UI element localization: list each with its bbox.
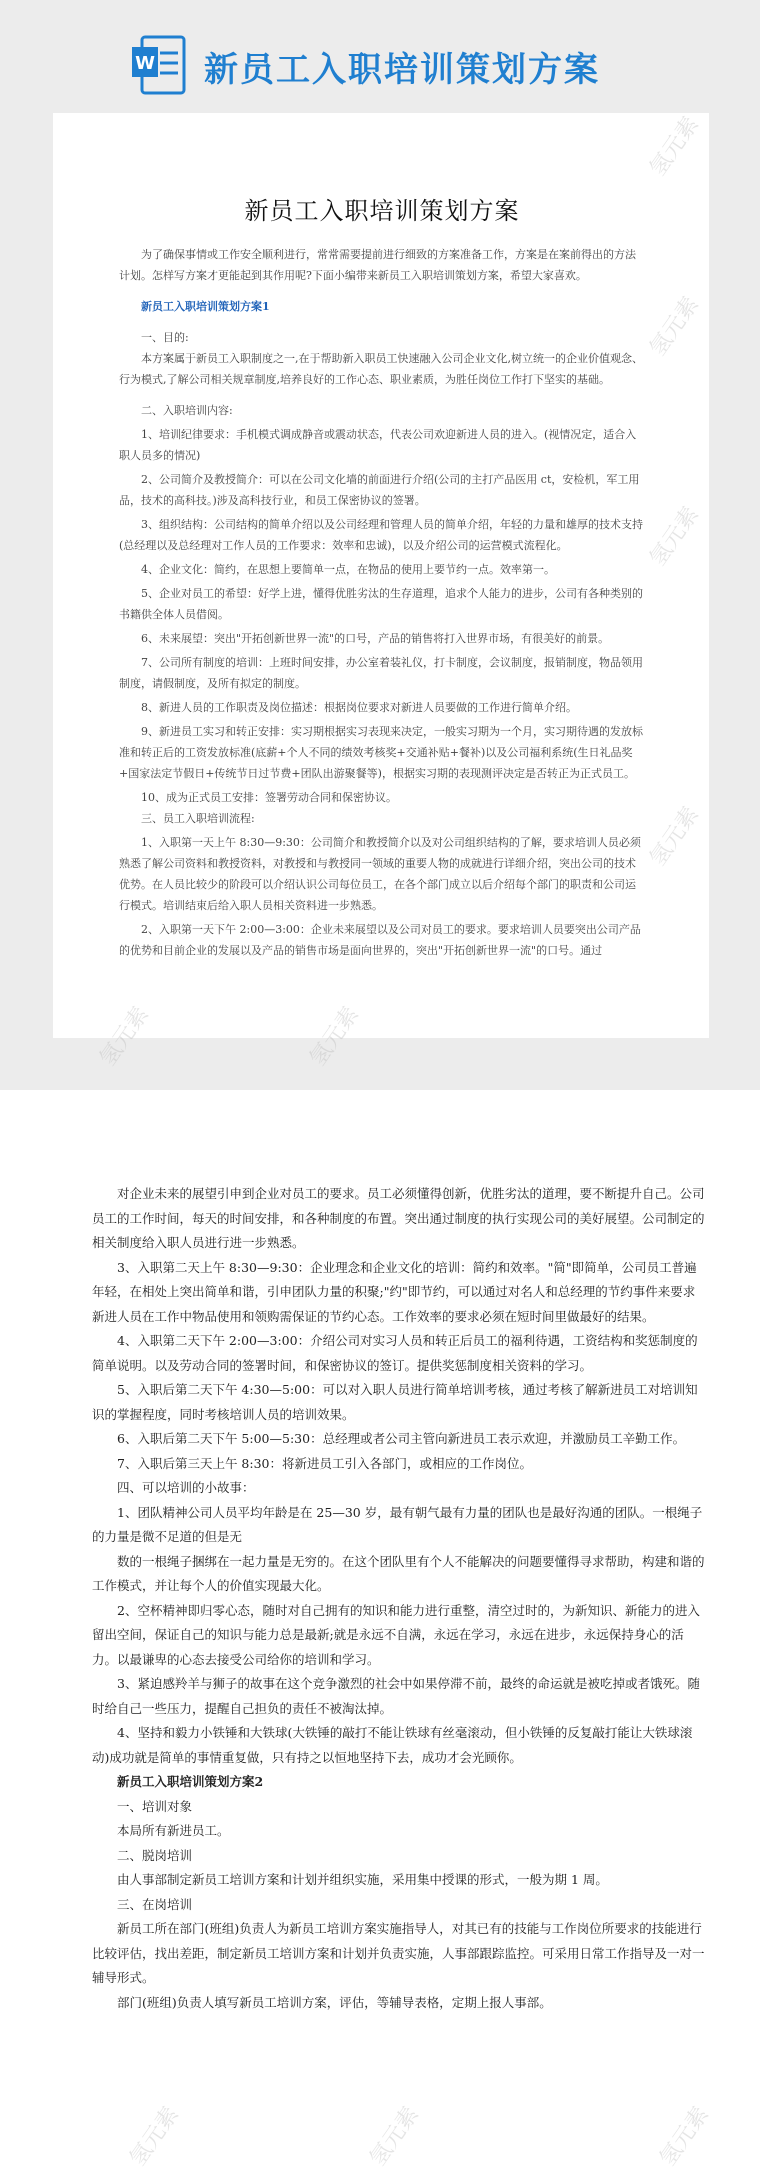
watermark: 氢元素: [645, 802, 704, 871]
paragraph: 3、入职第二天上午 8:30—9:30：企业理念和企业文化的培训：简约和效率。"简"即简单，公司员工普遍年轻，在相处上突出简单和谐，引申团队力量的积聚;"约"即节约，可以通过对名人和总经理的节约事件来要求新进人员在工作中物品使用和领购需保证的节约心态。工作效率的要求必须在短时间里做最好的结果。: [92, 1259, 697, 1324]
document-page-1: [53, 113, 709, 1038]
intro-paragraph: 为了确保事情或工作安全顺利进行，常常需要提前进行细致的方案准备工作，方案是在案前得出的方法计划。怎样写方案才更能起到其作用呢?下面小编带来新员工入职培训策划方案，希望大家喜欢。: [119, 248, 636, 282]
section-heading: 二、入职培训内容:: [141, 404, 233, 417]
list-item: 4、企业文化：简约，在思想上要简单一点，在物品的使用上要节约一点。效率第一。: [141, 563, 555, 576]
document-title: 新员工入职培训策划方案: [244, 197, 520, 225]
paragraph: 一、培训对象: [117, 1798, 193, 1814]
watermark: 氢元素: [645, 112, 704, 181]
list-item: 7、公司所有制度的培训：上班时间安排，办公室着装礼仪，打卡制度，会议制度，报销制度，物品领用制度，请假制度，及所有拟定的制度。: [119, 656, 643, 690]
watermark: 氢元素: [645, 292, 704, 361]
list-item: 5、企业对员工的希望：好学上进，懂得优胜劣汰的生存道理，追求个人能力的进步，公司有各种类别的书籍供全体人员借阅。: [119, 587, 643, 621]
watermark: 氢元素: [655, 2102, 714, 2171]
paragraph: 新员工所在部门(班组)负责人为新员工培训方案实施指导人，对其已有的技能与工作岗位所要求的技能进行比较评估，找出差距，制定新员工培训方案和计划并负责实施，人事部跟踪监控。可采用日常工作指导及一对一辅导形式。: [92, 1921, 705, 1985]
document-page-2: [0, 1090, 760, 2178]
list-item: 3、组织结构：公司结构的简单介绍以及公司经理和管理人员的简单介绍，年轻的力量和雄厚的技术支持(总经理以及总经理对工作人员的工作要求：效率和忠诚)，以及介绍公司的运营模式流程化。: [119, 518, 643, 552]
list-item: 1、培训纪律要求：手机模式调成静音或震动状态，代表公司欢迎新进人员的进入。(视情况定，适合入职人员多的情况): [119, 428, 637, 462]
paragraph: 4、入职第二天下午 2:00—3:00：介绍公司对实习人员和转正后员工的福利待遇，工资结构和奖惩制度的简单说明。以及劳动合同的签署时间，和保密协议的签订。提供奖惩制度相关资料的学习。: [92, 1333, 698, 1373]
list-item: 6、未来展望：突出"开拓创新世界一流"的口号，产品的销售将打入世界市场，有很美好的前景。: [141, 632, 610, 645]
paragraph: 1、团队精神公司人员平均年龄是在 25—30 岁，最有朝气最有力量的团队也是最好沟通的团队。一根绳子的力量是微不足道的但是无: [92, 1504, 703, 1544]
watermark: 氢元素: [305, 1002, 364, 1071]
paragraph: 3、紧迫感羚羊与狮子的故事在这个竞争激烈的社会中如果停滞不前，最终的命运就是被吃掉或者饿死。随时给自己一些压力，提醒自己担负的责任不被淘汰掉。: [92, 1676, 700, 1716]
page2-body: [92, 1182, 706, 2015]
list-item: 2、公司简介及教授简介：可以在公司文化墙的前面进行介绍(公司的主打产品医用 ct，安检机，军工用品，技术的高科技。)涉及高科技行业，和员工保密协议的签署。: [119, 473, 640, 507]
paragraph: 5、入职后第二天下午 4:30—5:00：可以对入职人员进行简单培训考核，通过考核了解新进员工对培训知识的掌握程度，同时考核培训人员的培训效果。: [92, 1382, 698, 1422]
paragraph: 二、脱岗培训: [117, 1847, 193, 1863]
paragraph: 三、在岗培训: [117, 1896, 193, 1912]
paragraph: 四、可以培训的小故事：: [117, 1480, 255, 1495]
paragraph: 6、入职后第二天下午 5:00—5:30：总经理或者公司主管向新进员工表示欢迎，并激励员工辛勤工作。: [117, 1431, 686, 1446]
section-heading: 一、目的:: [141, 331, 189, 344]
paragraph: 7、入职后第三天上午 8:30：将新进员工引入各部门，或相应的工作岗位。: [117, 1455, 532, 1471]
page1-body: [119, 244, 645, 961]
list-item: 9、新进员工实习和转正安排：实习期根据实习表现来决定，一般实习期为一个月，实习期待遇的发放标准和转正后的工资发放标准(底薪+个人不同的绩效考核奖+交通补贴+餐补)以及公司福利系统(生日礼品奖+国家法定节假日+传统节日过节费+团队出游聚餐等)，根据实习期的表现测评决定是否转正为正式员工。: [119, 725, 643, 780]
section-heading: 三、员工入职培训流程:: [141, 812, 255, 825]
paragraph: 本局所有新进员工。: [117, 1823, 230, 1838]
section-paragraph: 本方案属于新员工入职制度之一,在于帮助新入职员工快速融入公司企业文化,树立统一的企业价值观念、行为模式,了解公司相关规章制度,培养良好的工作心态、职业素质，为胜任岗位工作打下坚实的基础。: [119, 352, 643, 386]
list-item: 8、新进人员的工作职责及岗位描述：根据岗位要求对新进人员要做的工作进行简单介绍。: [141, 701, 577, 714]
list-item: 1、入职第一天上午 8:30—9:30：公司简介和教授简介以及对公司组织结构的了解，要求培训人员必须熟悉了解公司资料和教授资料，对教授和与教授同一领域的重要人物的成就进行详细介绍，突出公司的技术优势。在人员比较少的阶段可以介绍认识公司每位员工，在各个部门成立以后介绍每个部门的职责和公司运行模式。培训结束后给入职人员相关资料进一步熟悉。: [119, 836, 641, 912]
watermark: 氢元素: [365, 2102, 424, 2171]
paragraph: 4、坚持和毅力小铁锤和大铁球(大铁锤的敲打不能让铁球有丝毫滚动，但小铁锤的反复敲打能让大铁球滚动)成功就是简单的事情重复做，只有持之以恒地坚持下去，成功才会光顾你。: [92, 1725, 693, 1765]
plan2-heading: 新员工入职培训策划方案2: [117, 1774, 264, 1789]
svg-text:W: W: [135, 53, 155, 74]
watermark: 氢元素: [645, 502, 704, 571]
watermark: 氢元素: [125, 2102, 184, 2171]
plan1-heading: 新员工入职培训策划方案1: [141, 300, 270, 313]
header-title: 新员工入职培训策划方案: [204, 49, 600, 90]
watermark: 氢元素: [95, 1002, 154, 1071]
paragraph: 2、空杯精神即归零心态，随时对自己拥有的知识和能力进行重整，清空过时的，为新知识、新能力的进入留出空间，保证自己的知识与能力总是最新;就是永远不自满，永远在学习，永远在进步，永远保持身心的活力。以最谦卑的心态去接受公司给你的培训和学习。: [92, 1602, 700, 1667]
header: [130, 30, 600, 102]
list-item: 2、入职第一天下午 2:00—3:00：企业未来展望以及公司对员工的要求。要求培训人员要突出公司产品的优势和目前企业的发展以及产品的销售市场是面向世界的，突出"开拓创新世界一流"的口号。通过: [119, 923, 641, 957]
paragraph: 部门(班组)负责人填写新员工培训方案，评估，等辅导表格，定期上报人事部。: [117, 1994, 552, 2010]
paragraph: 由人事部制定新员工培训方案和计划并组织实施，采用集中授课的形式，一般为期 1 周。: [117, 1872, 608, 1887]
paragraph: 对企业未来的展望引申到企业对员工的要求。员工必须懂得创新，优胜劣汰的道理，要不断提升自己。公司员工的工作时间，每天的时间安排，和各种制度的布置。突出通过制度的执行实现公司的美好展望。公司制定的相关制度给入职人员进行进一步熟悉。: [92, 1186, 705, 1250]
paragraph: 数的一根绳子捆绑在一起力量是无穷的。在这个团队里有个人不能解决的问题要懂得寻求帮助，构建和谐的工作模式，并让每个人的价值实现最大化。: [92, 1553, 705, 1593]
word-document-icon: [130, 35, 188, 97]
list-item: 10、成为正式员工安排：签署劳动合同和保密协议。: [141, 791, 397, 804]
